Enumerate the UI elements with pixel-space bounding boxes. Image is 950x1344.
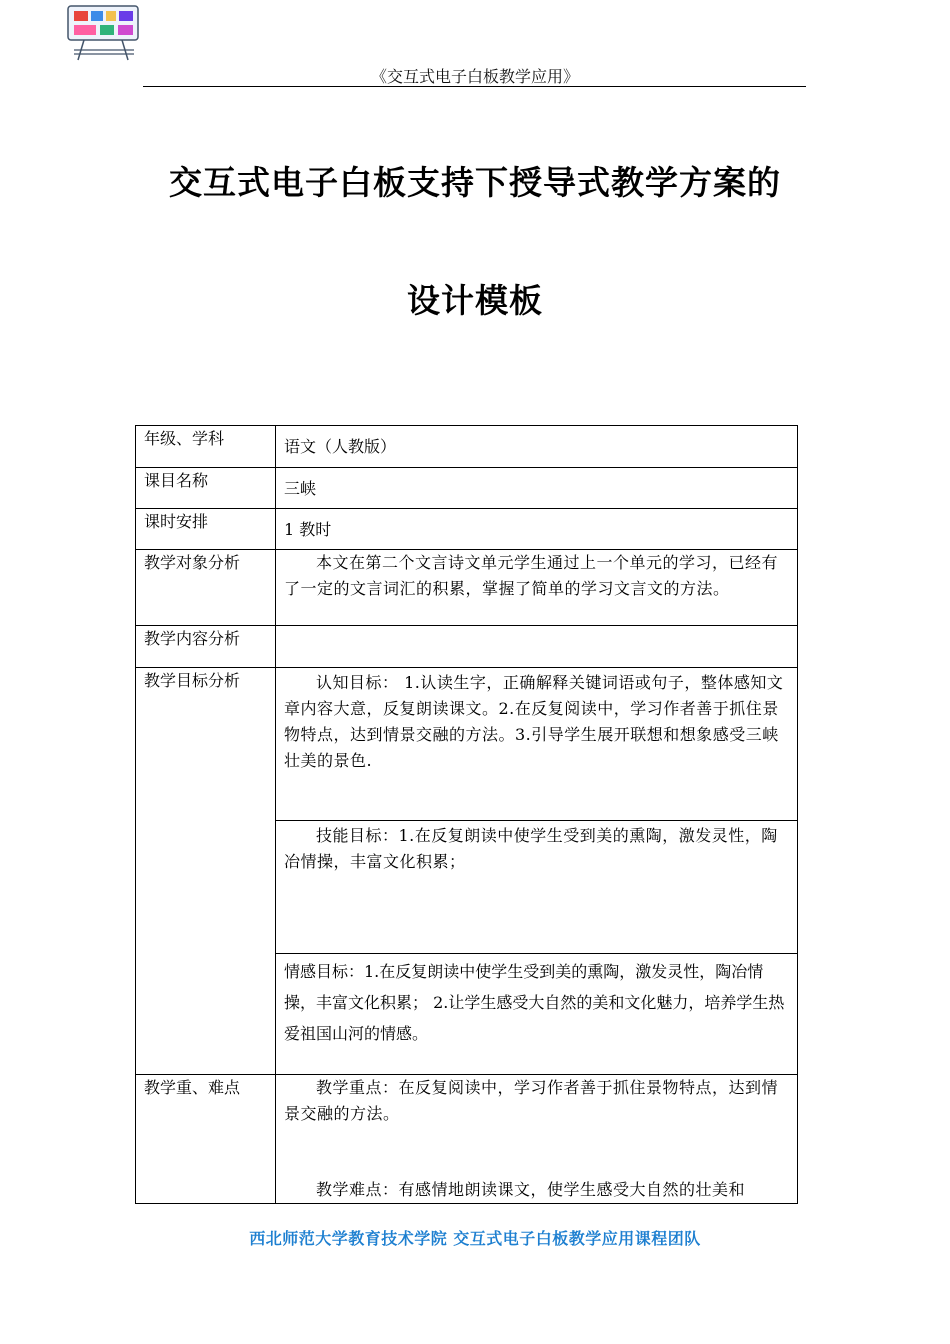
key-points-difficulty-text: 教学难点：有感情地朗读课文，使学生感受大自然的壮美和 [316, 1180, 746, 1199]
header-rule [143, 86, 806, 87]
key-points-label: 教学重、难点 [136, 1075, 276, 1204]
lesson-name-label: 课目名称 [136, 468, 276, 509]
schedule-label: 课时安排 [136, 509, 276, 550]
lesson-name-value: 三峡 [276, 468, 798, 509]
key-points-key-text: 教学重点：在反复阅读中，学习作者善于抓住景物特点，达到情景交融的方法。 [284, 1078, 779, 1123]
content-analysis-label: 教学内容分析 [136, 626, 276, 668]
grade-subject-label: 年级、学科 [136, 426, 276, 468]
header-title: 《交互式电子白板教学应用》 [370, 67, 579, 86]
grade-subject-value: 语文（人教版） [276, 426, 798, 468]
content-analysis-value [276, 626, 798, 668]
student-analysis-cell [276, 550, 798, 626]
row-key-points [136, 1075, 798, 1204]
row-student-analysis [136, 550, 798, 626]
objectives-cognitive-cell [276, 668, 798, 821]
objectives-label: 教学目标分析 [136, 668, 276, 1075]
row-content-analysis [136, 626, 798, 668]
document-title-line1: 交互式电子白板支持下授导式教学方案的 [169, 163, 781, 202]
row-grade-subject [136, 426, 798, 468]
row-schedule [136, 509, 798, 550]
student-analysis-text: 本文在第二个文言诗文单元学生通过上一个单元的学习，已经有了一定的文言词汇的积累，掌握了简单的学习文言文的方法。 [284, 553, 779, 598]
whiteboard-logo-icon [64, 2, 144, 62]
footer-credit: 西北师范大学教育技术学院 交互式电子白板教学应用课程团队 [249, 1229, 701, 1248]
row-objectives-cognitive [136, 668, 798, 821]
objectives-cognitive-text: 认知目标： 1.认读生字，正确解释关键词语或句子，整体感知文章内容大意，反复朗读课文。2.在反复阅读中，学习作者善于抓住景物特点，达到情景交融的方法。3.引导学生展开联想和想象感受三峡壮美的景色. [284, 673, 784, 770]
objectives-emotion-cell [276, 954, 798, 1075]
document-title-line2: 设计模板 [407, 281, 543, 320]
student-analysis-label: 教学对象分析 [136, 550, 276, 626]
objectives-skill-cell [276, 821, 798, 954]
objectives-emotion-text: 情感目标：1.在反复朗读中使学生受到美的熏陶，激发灵性，陶冶情操，丰富文化积累； 2.让学生感受大自然的美和文化魅力，培养学生热爱祖国山河的情感。 [284, 962, 785, 1043]
objectives-skill-text: 技能目标：1.在反复朗读中使学生受到美的熏陶，激发灵性，陶冶情操，丰富文化积累； [284, 826, 778, 871]
schedule-value: 1 教时 [276, 509, 798, 550]
key-points-cell [276, 1075, 798, 1204]
row-lesson-name [136, 468, 798, 509]
lesson-plan-table [135, 425, 798, 1204]
